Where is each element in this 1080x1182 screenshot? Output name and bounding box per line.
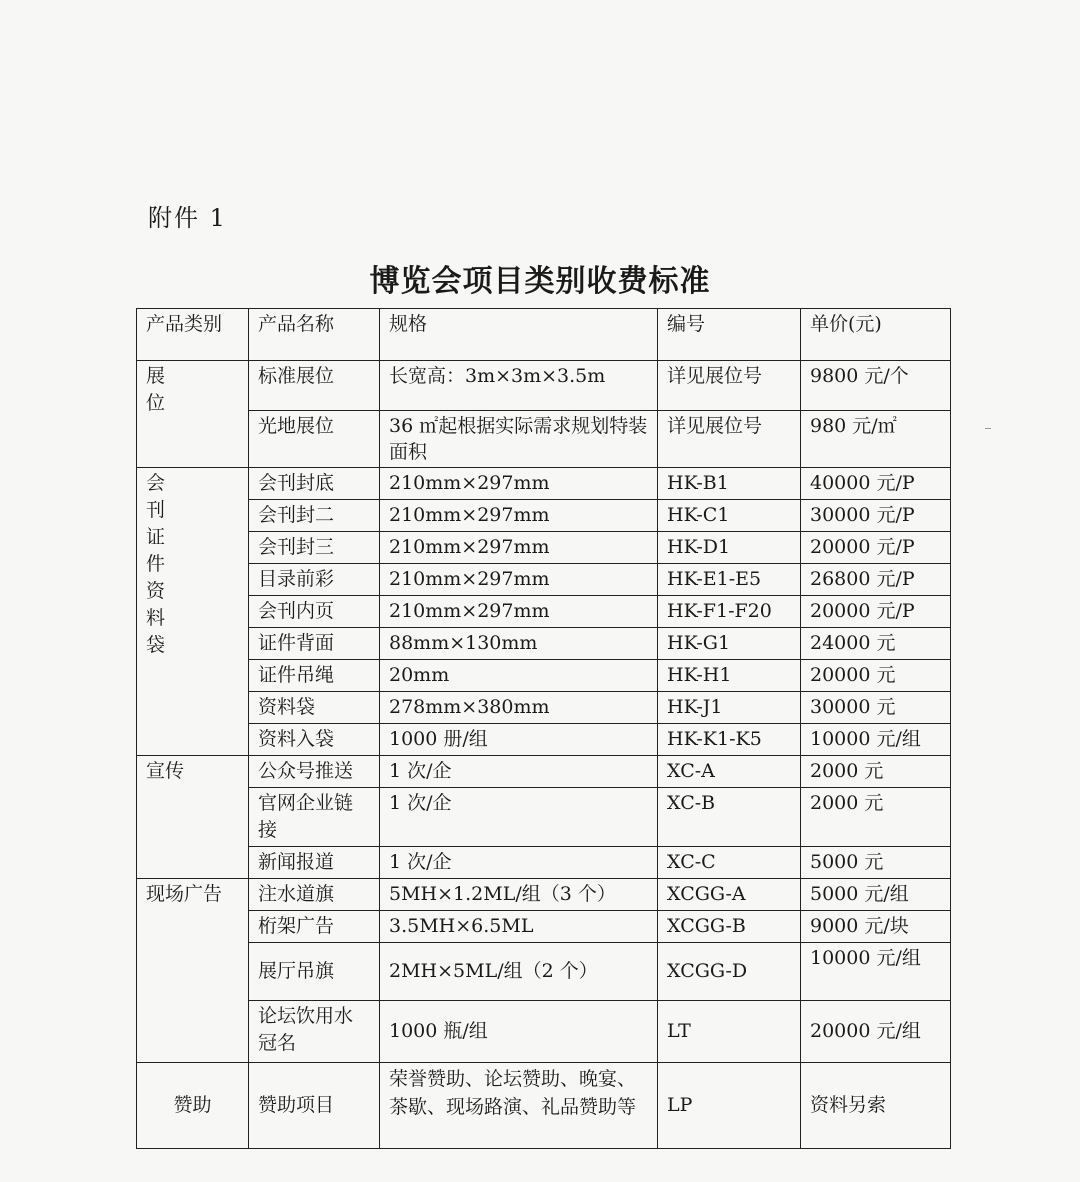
spec-cell: 210mm×297mm (380, 468, 658, 500)
spec-cell: 2MH×5ML/组（2 个） (380, 943, 658, 1001)
table-row (137, 660, 951, 692)
price-cell: 9000 元/块 (801, 911, 951, 943)
price-cell: 30000 元 (801, 692, 951, 724)
spec-cell: 210mm×297mm (380, 596, 658, 628)
code-cell: XC-B (658, 788, 801, 847)
product-name: 光地展位 (249, 411, 380, 468)
code-cell: XC-C (658, 847, 801, 879)
code-cell: XCGG-D (658, 943, 801, 1001)
price-cell: 9800 元/个 (801, 361, 951, 411)
spec-cell: 210mm×297mm (380, 564, 658, 596)
code-cell: LT (658, 1001, 801, 1063)
table-row (137, 943, 951, 1001)
product-name: 赞助项目 (249, 1063, 380, 1149)
code-cell: HK-G1 (658, 628, 801, 660)
table-row (137, 879, 951, 911)
header-price: 单价(元) (801, 309, 951, 361)
price-cell: 10000 元/组 (801, 943, 951, 1001)
category-cell: 会 刊 证 件 资 料 袋 (137, 468, 249, 756)
table-row (137, 628, 951, 660)
product-name: 标准展位 (249, 361, 380, 411)
table-row (137, 411, 951, 468)
price-cell: 24000 元 (801, 628, 951, 660)
code-cell: HK-J1 (658, 692, 801, 724)
price-cell: 30000 元/P (801, 500, 951, 532)
price-cell: 资料另索 (801, 1063, 951, 1149)
code-cell: XCGG-A (658, 879, 801, 911)
category-cell: 宣传 (137, 756, 249, 879)
spec-cell: 1 次/企 (380, 756, 658, 788)
spec-cell: 荣誉赞助、论坛赞助、晚宴、茶歇、现场路演、礼品赞助等 (380, 1063, 658, 1149)
table-row (137, 724, 951, 756)
price-cell: 40000 元/P (801, 468, 951, 500)
spec-cell: 5MH×1.2ML/组（3 个） (380, 879, 658, 911)
attachment-label: 附件 1 (148, 204, 227, 232)
spec-cell: 1000 册/组 (380, 724, 658, 756)
price-cell: 20000 元/P (801, 596, 951, 628)
product-name: 官网企业链接 (249, 788, 380, 847)
price-cell: 26800 元/P (801, 564, 951, 596)
code-cell: LP (658, 1063, 801, 1149)
category-cell: 赞助 (137, 1063, 249, 1149)
product-name: 证件背面 (249, 628, 380, 660)
code-cell: XCGG-B (658, 911, 801, 943)
product-name: 会刊内页 (249, 596, 380, 628)
price-cell: 10000 元/组 (801, 724, 951, 756)
table-row (137, 596, 951, 628)
spec-cell: 210mm×297mm (380, 532, 658, 564)
header-row (137, 309, 951, 361)
header-name: 产品名称 (249, 309, 380, 361)
table-row (137, 847, 951, 879)
spec-cell: 36 ㎡起根据实际需求规划特装面积 (380, 411, 658, 468)
product-name: 会刊封三 (249, 532, 380, 564)
spec-cell: 210mm×297mm (380, 500, 658, 532)
category-cell: 现场广告 (137, 879, 249, 1063)
price-cell: 5000 元 (801, 847, 951, 879)
table-row (137, 468, 951, 500)
price-cell: 20000 元/组 (801, 1001, 951, 1063)
price-cell: 5000 元/组 (801, 879, 951, 911)
table-row (137, 361, 951, 411)
price-cell: 20000 元 (801, 660, 951, 692)
product-name: 证件吊绳 (249, 660, 380, 692)
product-name: 注水道旗 (249, 879, 380, 911)
table-row (137, 692, 951, 724)
product-name: 公众号推送 (249, 756, 380, 788)
fee-table (136, 308, 951, 1149)
table-row (137, 788, 951, 847)
spec-cell: 88mm×130mm (380, 628, 658, 660)
table-row (137, 1001, 951, 1063)
code-cell: HK-E1-E5 (658, 564, 801, 596)
code-cell: HK-K1-K5 (658, 724, 801, 756)
spec-cell: 长宽高：3m×3m×3.5m (380, 361, 658, 411)
code-cell: HK-H1 (658, 660, 801, 692)
code-cell: 详见展位号 (658, 411, 801, 468)
price-cell: 2000 元 (801, 756, 951, 788)
category-cell: 展 位 (137, 361, 249, 468)
table-row (137, 532, 951, 564)
table-row (137, 1063, 951, 1149)
price-cell: 2000 元 (801, 788, 951, 847)
code-cell: HK-D1 (658, 532, 801, 564)
spec-cell: 1 次/企 (380, 847, 658, 879)
product-name: 会刊封二 (249, 500, 380, 532)
code-cell: HK-B1 (658, 468, 801, 500)
spec-cell: 1000 瓶/组 (380, 1001, 658, 1063)
table-row (137, 564, 951, 596)
code-cell: HK-F1-F20 (658, 596, 801, 628)
spec-cell: 1 次/企 (380, 788, 658, 847)
table-row (137, 756, 951, 788)
spec-cell: 20mm (380, 660, 658, 692)
code-cell: XC-A (658, 756, 801, 788)
product-name: 论坛饮用水冠名 (249, 1001, 380, 1063)
page-title: 博览会项目类别收费标准 (369, 264, 711, 299)
product-name: 目录前彩 (249, 564, 380, 596)
table-row (137, 500, 951, 532)
header-spec: 规格 (380, 309, 658, 361)
price-cell: 20000 元/P (801, 532, 951, 564)
spec-cell: 278mm×380mm (380, 692, 658, 724)
product-name: 桁架广告 (249, 911, 380, 943)
product-name: 新闻报道 (249, 847, 380, 879)
product-name: 资料入袋 (249, 724, 380, 756)
scan-speck (985, 428, 991, 429)
table-row (137, 911, 951, 943)
product-name: 展厅吊旗 (249, 943, 380, 1001)
product-name: 资料袋 (249, 692, 380, 724)
code-cell: HK-C1 (658, 500, 801, 532)
spec-cell: 3.5MH×6.5ML (380, 911, 658, 943)
price-cell: 980 元/㎡ (801, 411, 951, 468)
code-cell: 详见展位号 (658, 361, 801, 411)
header-category: 产品类别 (137, 309, 249, 361)
product-name: 会刊封底 (249, 468, 380, 500)
header-code: 编号 (658, 309, 801, 361)
